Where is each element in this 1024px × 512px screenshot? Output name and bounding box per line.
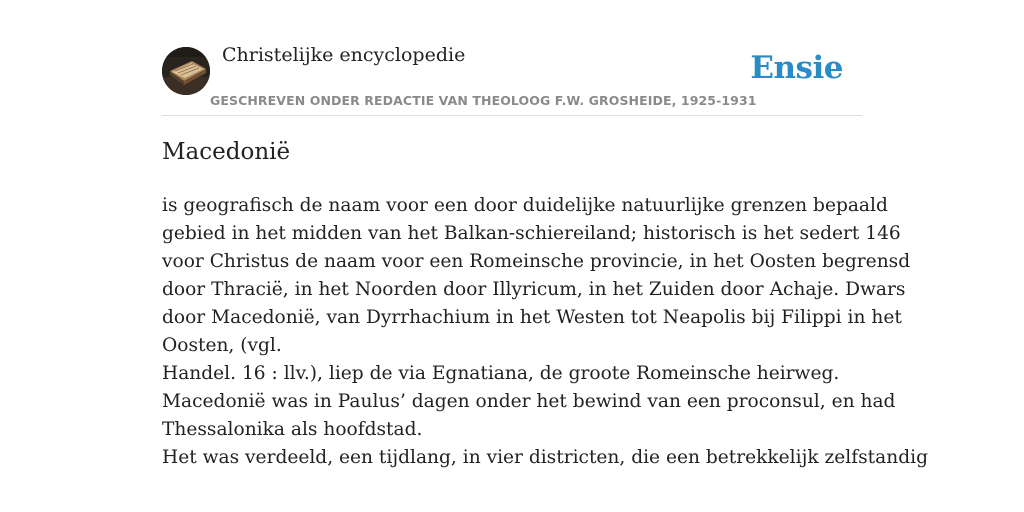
text-line: Oosten, (vgl. <box>162 335 282 356</box>
text-line: voor Christus de naam voor een Romeinsche provincie, in het Oosten begrensd <box>162 251 911 272</box>
source-header <box>162 0 862 116</box>
text-line: Macedonië was in Paulus’ dagen onder het bewind van een proconsul, en had <box>162 391 896 412</box>
source-avatar[interactable] <box>162 47 210 95</box>
article-paragraph <box>162 360 896 444</box>
text-line: Handel. 16 : llv.), liep de via Egnatiana, de groote Romeinsche heirweg. <box>162 363 840 384</box>
article-paragraph <box>162 192 911 360</box>
text-line: is geografisch de naam voor een door duidelijke natuurlijke grenzen bepaald <box>162 195 888 216</box>
brand-logo-link[interactable]: Ensie <box>750 50 843 86</box>
source-subtitle: GESCHREVEN ONDER REDACTIE VAN THEOLOOG F.W. GROSHEIDE, 1925-1931 <box>210 93 757 108</box>
text-line: door Thracië, in het Noorden door Illyricum, in het Zuiden door Achaje. Dwars <box>162 279 906 300</box>
text-line: Thessalonika als hoofdstad. <box>162 419 423 440</box>
text-line: Het was verdeeld, een tijdlang, in vier districten, die een betrekkelijk zelfstandig <box>162 447 928 468</box>
text-line: gebied in het midden van het Balkan-schiereiland; historisch is het sedert 146 <box>162 223 901 244</box>
book-photo-icon <box>162 47 210 95</box>
text-line: door Macedonië, van Dyrrhachium in het Westen tot Neapolis bij Filippi in het <box>162 307 902 328</box>
article-paragraph <box>162 444 928 472</box>
source-title[interactable]: Christelijke encyclopedie <box>222 44 466 66</box>
article-title: Macedonië <box>162 139 291 165</box>
article-body <box>162 192 928 472</box>
